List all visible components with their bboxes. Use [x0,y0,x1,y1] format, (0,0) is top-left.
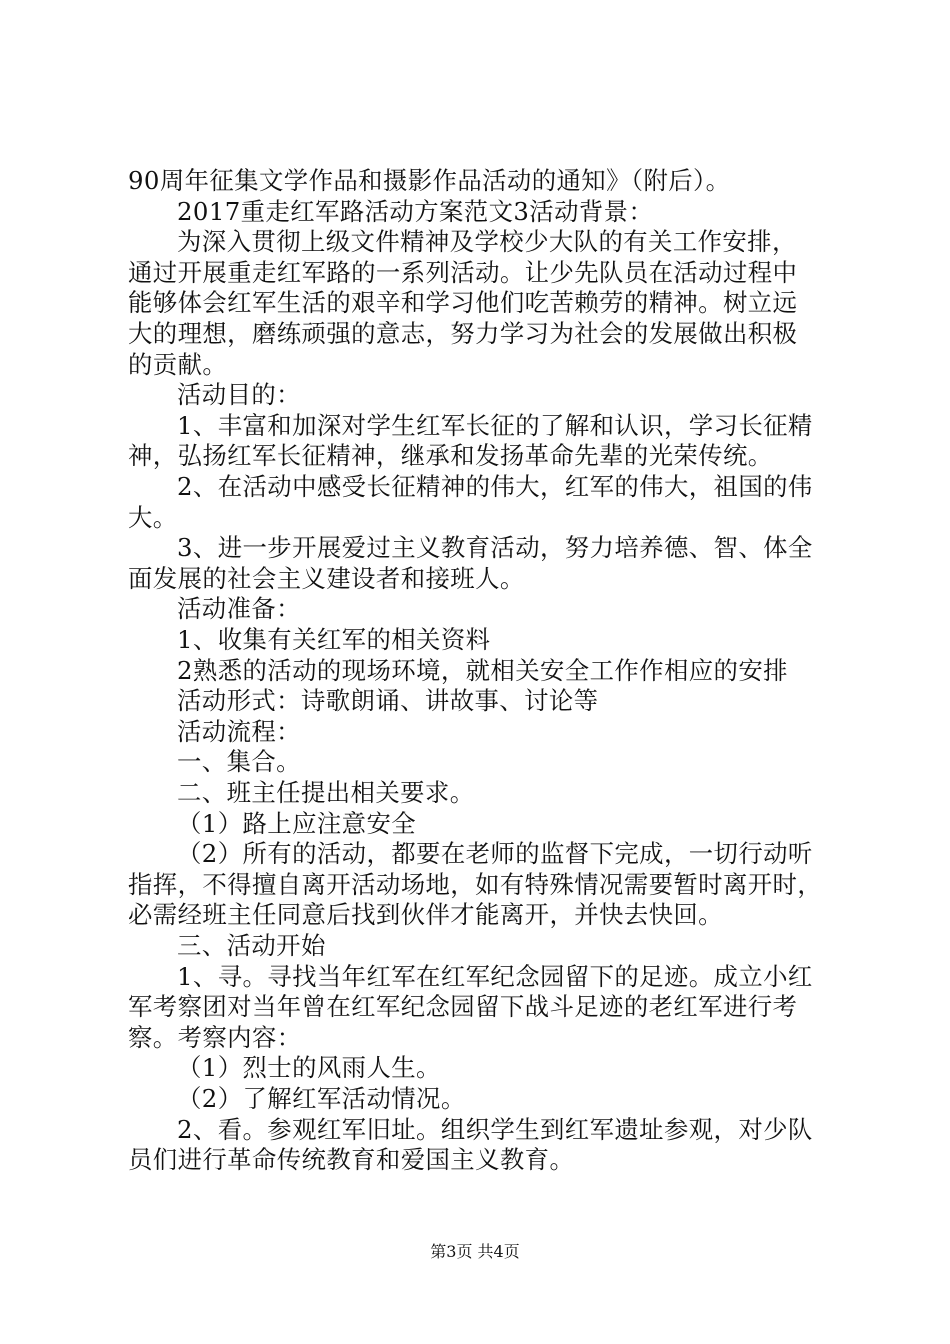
text-line: 1、丰富和加深对学生红军长征的了解和认识，学习长征精 [177,410,813,440]
text-line: 必需经班主任同意后找到伙伴才能离开，并快去快回。 [128,900,723,930]
text-line: 的贡献。 [128,349,228,379]
text-line: 察。考察内容： [128,1022,302,1052]
text-line: （2）了解红军活动情况。 [177,1084,466,1113]
text-line: 神，弘扬红军长征精神，继承和发扬革命先辈的光荣传统。 [128,441,773,471]
text-line: 2、看。参观红军旧址。组织学生到红军遗址参观，对少队 [177,1114,813,1144]
text-line: 活动形式：诗歌朗诵、讲故事、讨论等 [177,686,599,716]
text-line: 活动流程： [177,716,301,746]
text-line: 1、寻。寻找当年红军在红军纪念园留下的足迹。成立小红 [177,961,813,991]
text-line: 面发展的社会主义建设者和接班人。 [128,563,525,593]
text-line: 能够体会红军生活的艰辛和学习他们吃苦赖劳的精神。树立远 [128,288,798,318]
text-line: 军考察团对当年曾在红军纪念园留下战斗足迹的老红军进行考 [128,992,798,1022]
text-line: 活动目的： [177,380,301,410]
text-line: 1、收集有关红军的相关资料 [177,625,491,654]
text-line: 2017重走红军路活动方案范文3活动背景： [177,196,654,226]
text-line: （2）所有的活动，都要在老师的监督下完成，一切行动听 [177,839,813,869]
text-line: 通过开展重走红军路的一系列活动。让少先队员在活动过程中 [128,257,798,287]
text-line: 大的理想，磨练顽强的意志，努力学习为社会的发展做出积极 [128,319,798,348]
page-footer: 第3页 共4页 [430,1242,520,1261]
text-line: 2熟悉的活动的现场环境，就相关安全工作作相应的安排 [177,655,788,685]
text-line: 员们进行革命传统教育和爱国主义教育。 [128,1145,575,1175]
text-line: （1）烈士的风雨人生。 [177,1053,441,1083]
text-line: 指挥，不得擅自离开活动场地，如有特殊情况需要暂时离开时， [128,869,823,899]
text-line: 活动准备： [177,594,301,624]
text-line: 2、在活动中感受长征精神的伟大，红军的伟大，祖国的伟 [177,472,813,501]
text-line: 3、进一步开展爱过主义教育活动，努力培养德、智、体全 [177,533,813,563]
text-line: 三、活动开始 [177,931,326,960]
text-line: 大。 [128,502,178,532]
text-line: （1）路上应注意安全 [177,808,417,838]
text-line: 一、集合。 [177,747,301,777]
text-line: 二、班主任提出相关要求。 [177,778,475,807]
text-line: 为深入贯彻上级文件精神及学校少大队的有关工作安排， [177,227,797,257]
text-line: 90周年征集文学作品和摄影作品活动的通知》（附后）。 [128,166,731,195]
